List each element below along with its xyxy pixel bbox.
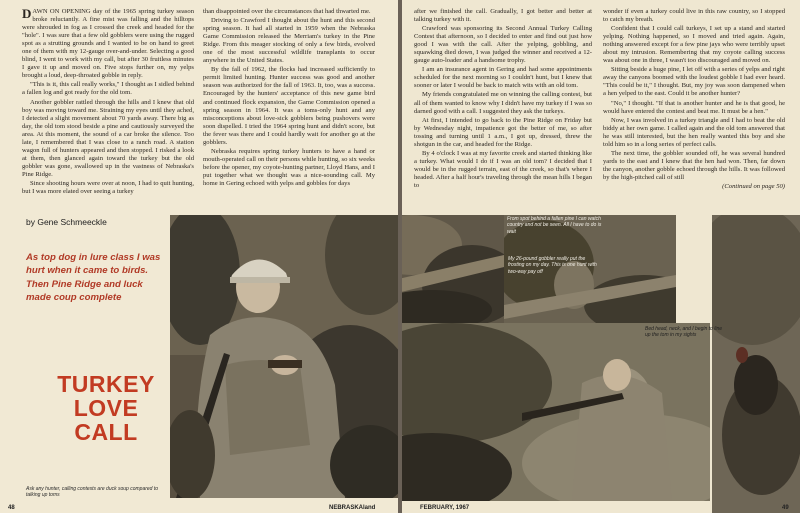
aiming-caption: Bed head, neck, and I begin to line up the tom in my sights — [645, 326, 723, 339]
article-column-4 — [603, 8, 785, 192]
headline — [46, 372, 166, 444]
paragraph: Nebraska requires spring turkey hunters to have a hand or mouth-operated call on their persons while hunting, so six weeks before the opener, my coyote-hunting partner, Lloyd Hans, and I put together what we thought was a nice-sounding call. My home in Gering echoed with yelps and gobbles for days — [203, 147, 375, 187]
left-photo-caption: Ask any hunter, calling contests are duck soup compared to talking up toms — [26, 486, 159, 499]
page-number-left: 48 — [8, 505, 15, 511]
paragraph: At first, I intended to go back to the Pine Ridge on Friday but by Wednesday night, impatience got the better of me, so after tossing and turning until 1 a.m., I got up, dressed, threw the shotgun in the car, and headed for the Ridge. — [414, 116, 592, 148]
paragraph: I am an insurance agent in Gering and had some appointments scheduled for the next morning so I couldn't hunt, but I knew that sooner or later I would be back to match wits with an old tom. — [414, 66, 592, 90]
deck-text: As top dog in lure class I was hurt when it came to birds. Then Pine Ridge and luck made coup complete — [26, 252, 161, 304]
right-page — [402, 0, 800, 513]
paragraph: "No," I thought. "If that is another hunter and he is that good, he would have entered the contest and beat me. It must be a hen." — [603, 99, 785, 115]
article-column-3 — [414, 8, 592, 191]
paragraph: By 4 o'clock I was at my favorite creek and started thinking like a turkey. What would I do if I was an old tom? I decided that I would be in the rugged terrain, east of the creek, so that's where I headed. After a half hour's traveling through the mean hills I began to — [414, 149, 592, 189]
turkey-photo — [712, 215, 800, 513]
aiming-photo — [402, 323, 710, 501]
fallen-pine-photo — [402, 215, 504, 323]
headline-line-2: LOVE CALL — [73, 395, 139, 445]
issue-date: FEBRUARY, 1967 — [420, 505, 470, 511]
page-number-right: 49 — [782, 505, 789, 511]
hunter-photo-image — [170, 215, 398, 498]
paragraph: Crawford was sponsoring its Second Annual Turkey Calling Contest that afternoon, so I decided to enter and find out just how good I was with the call. After the yelping, gobbling, and squawking died down, I was judged the winner and received a 12-gauge auto-loader and a handsome trophy. — [414, 25, 592, 65]
paragraph: "This is it, this call really works," I thought as I sidled behind a fallen log and got ready for the old tom. — [22, 81, 194, 97]
left-page — [0, 0, 398, 513]
magazine-name: NEBRASKAland — [329, 505, 376, 511]
paragraph: Driving to Crawford I thought about the hunt and this second spring season. It had all started in 1959 when the Nebraska Game Commission released the Merriam's turkey in the Pine Ridge. From this meager stocking of only a few birds, evolved one of the most successful wildlife transplants to occur anywhere in the United States. — [203, 17, 375, 65]
drop-cap: D — [22, 6, 32, 21]
gobbler-caption: My 26-pound gobbler really put the frosting on my day. This is one hunt with two-way pay off — [508, 256, 597, 275]
top-photo-caption: From spot behind a fallen pine I can watch country and not be seen. All I have to do is wait — [507, 216, 602, 235]
paragraph: DAWN ON OPENING day of the 1965 spring turkey season broke reluctantly. A fine mist was falling and the hilltops were shrouded in fog as I crossed the creek and headed for the "hole". I was sure that a few old gobblers were using the rugged spot as a strutting grounds and I wanted to be on hand to greet one of them with my 12-gauge over-and-under. Selecting a good blind, I went to work with my call, but after 30 fruitless minutes I gave it up and moved on. Five stops further on, my yelps brought a loud, deep-throated gobble in reply. — [22, 6, 194, 80]
paragraph: wonder if even a turkey could live in this raw country, so I stopped to catch my breath. — [603, 8, 785, 24]
continued-note: (Continued on page 50) — [722, 182, 785, 190]
article-column-2 — [203, 8, 375, 189]
paragraph: The next time, the gobbler sounded off, he was several hundred yards to the east and I knew that the hen had won. Then, far down the canyon, another gobble echoed through the hills. It was followed by the high-pitched call of still — [603, 149, 785, 181]
paragraph: after we finished the call. Gradually, I got better and better at talking turkey with it. — [414, 8, 592, 24]
gobbler-photo-area — [504, 242, 680, 323]
paragraph: By the fall of 1962, the flocks had increased sufficiently to permit limited hunting. Hunter success was good and another season was authorized for the fall of 1963. It, too, was a success. Encouraged by the hunters' acceptance of this new game bird and continued flock expansion, the Game Commission opened a spring season in 1964. It was a toms-only hunt and any misconceptions about love-sick gobblers being pushovers were soon dispelled. I tried the 1964 spring hunt and didn't score, but the fever was there and I could hardly wait for another go at the gobblers. — [203, 66, 375, 146]
paragraph: Since shooting hours were over at noon, I had to quit hunting, but I was more elated over seeing a turkey — [22, 179, 194, 196]
paragraph: Another gobbler rattled through the hills and I knew that old boy was moving toward me. Straining my eyes until they ached, I detected a slight movement about 70 yards away. There big as day, the old tom stood beside a pine and cautiously surveyed the area. At this moment, the sound of a car broke the silence. Too late, I remembered that I was close to a ranch road. A station wagon full of hunters appeared and then stopped. I risked a look at them, then glanced again toward the turkey but the old gobbler was gone, swallowed up in the vastness of Nebraska's Pine Ridge. — [22, 98, 194, 178]
byline: by Gene Schmeeckle — [26, 217, 107, 227]
headline-line-1: TURKEY — [57, 371, 155, 397]
paragraph: My friends congratulated me on winning the calling contest, but all of them wanted to know why I didn't have my turkey if I was so darned good with a call. I suggested they ask the turkeys. — [414, 91, 592, 115]
paragraph: Now, I was involved in a turkey triangle and I had to beat the old biddy at her own game. I called again and the old tom answered that he was still interested, but the hen really wanted this boy and she told him so in a long series of perfect calls. — [603, 116, 785, 148]
article-column-1 — [22, 8, 194, 197]
paragraph: Sitting beside a huge pine, I let off with a series of yelps and right away the canyons boomed with the loudest gobble I had ever heard. "This could be it," I thought. But, my joy was soon dampened when a hen yelped to the east. Could it be another hunter? — [603, 66, 785, 98]
hunter-photo — [170, 215, 398, 498]
paragraph: Confident that I could call turkeys, I set up a stand and started yelping. Nothing happened, so I moved and tried again. Again, nothing answered except for a few pine jays who were terribly upset about my intrusion. Remembering that my coyote calling success was about one in three, I wasn't too discouraged and moved on. — [603, 25, 785, 65]
paragraph: than disappointed over the circumstances that had thwarted me. — [203, 8, 371, 15]
